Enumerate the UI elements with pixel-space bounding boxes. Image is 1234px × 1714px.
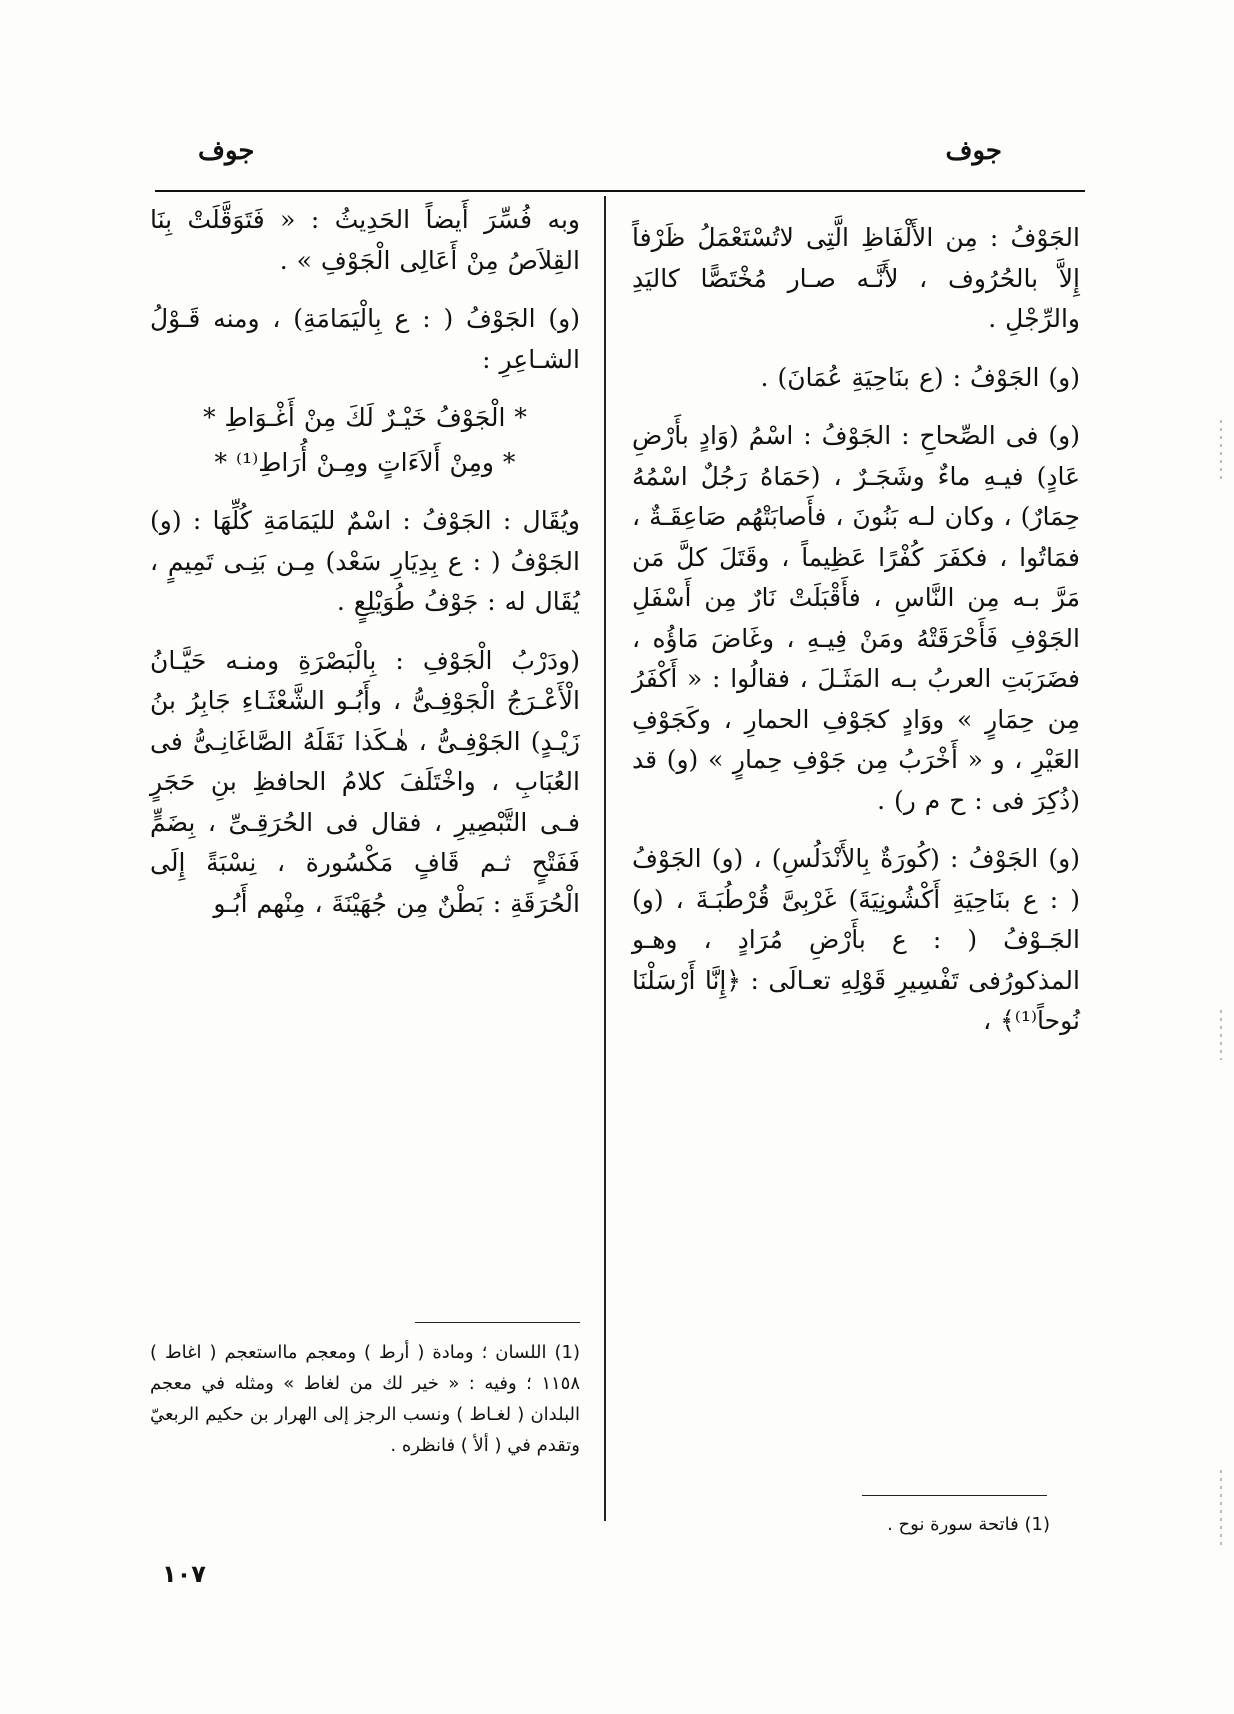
entry-paragraph: (و) الجَوْفُ : (ع بنَاحِيَةِ عُمَانَ) . (760, 362, 1080, 392)
entry-paragraph: الجَوْفُ : مِن الأَلْفَاظِ الَّتِى لاتُسْتَعْمَلُ ظَرْفاً إِلاَّ بالحُرُوف ، لأَنَّـه صـار مُخْتَصًّا كاليَدِ والرِّجْلِ . (632, 223, 1080, 333)
entry-paragraph: (و) فى الصِّحاحِ : الجَوْفُ : اسْمُ (وَادٍ بأَرْضِ عَادٍ) فيـهِ ماءٌ وشَجَـرٌ ، (حَمَاهُ رَجُلٌ اسْمُهُ حِمَارٌ) ، وكان لـه بَنُونَ ، فأَصابَتْهُم صَاعِقَـةٌ ، فمَاتُوا ، فكفَرَ كُفْرًا عَظِيماً ، وقَتَلَ كلَّ مَن مَرَّ بـه مِن النَّاسِ ، فأَقْبَلَتْ نَارٌ مِن أَسْفَلِ الجَوْفِ فَأَحْرَقَتْهُ ومَنْ فِيـهِ ، وغَاضَ مَاؤُه ، فضَرَبَتِ العربُ بـه المَثَـلَ ، فقالُوا : « أَكْفَرُ مِن حِمَارٍ » ووَادٍ كجَوْفِ الحمارِ ، وكَجَوْفِ العَيْرِ ، و « أَخْرَبُ مِن جَوْفِ حِمارٍ » (و) قد (ذُكِرَ فى : ح م ر) . (632, 421, 1080, 815)
scan-edge-marks (1220, 1470, 1222, 1550)
footnote-left: (1) اللسان ؛ ومادة ( أرط ) ومعجم مااستعجم ( اغاط ) ١١٥٨ ؛ وفيه : « خير لك من لغاط » ومثله في معجم البلدان ( لغـاط ) ونسب الرجز إلى الهرار بن حكيم الربعيّ وتقدم في ( ألأ ) فانظره . (150, 1342, 580, 1456)
scan-edge-marks (1220, 1010, 1222, 1060)
entry-paragraph: (و) الجَوْفُ ( : ع بِالْيَمَامَةِ) ، ومنه قَـوْلُ الشـاعِرِ : (150, 304, 580, 374)
column-divider (604, 196, 606, 1521)
scan-edge-marks (1220, 420, 1222, 480)
left-column (150, 200, 580, 942)
header-rule (155, 190, 1085, 192)
verse-line: * ومِنْ أَلاَءَاتٍ ومِـنْ أُرَاطِ⁽¹⁾ * (214, 447, 516, 477)
footnote-right: (1) فاتحة سورة نوح . (887, 1514, 1050, 1535)
entry-paragraph: (و) الجَوْفُ : (كُورَةٌ بِالأَنْدَلُسِ) ، (و) الجَوْفُ ( : ع بنَاحِيَةِ أَكْشُونِيَةَ) غَرْبِىَّ قُرْطُبَـةَ ، (و) الجَـوْفُ ( : ع بأَرْضِ مُرَادٍ ، وهـو المذكورُفى تَفْسِيرِ قَوْلِهِ تعـالَى : ﴿إِنَّا أَرْسَلْنَا نُوحاً⁽¹⁾﴾ ، (632, 844, 1080, 1035)
entry-paragraph: (ودَرْبُ الْجَوْفِ : بِالْبَصْرَةِ ومنـه حَيَّـانُ الْأَعْـرَجُ الْجَوْفِـىُّ ، وأَبُـو الشَّعْثَـاءِ جَابِرُ بنُ زَيْـدٍ) الجَوْفِـىُّ ، هٰـكَذا نَقَلَهُ الصَّاغَانِـىُّ فى العُبَابِ ، واخْتَلَفَ كلامُ الحافظِ بنِ حَجَرٍ فـى التَّبْصِيرِ ، فقال فى الحُرَقِـىِّ ، بِضَمٍّ فَفَتْحٍ ثـم قَافٍ مَكْسُورة ، نِسْبَةً إِلَى الْحُرَقَةِ : بَطْنٌ مِن جُهَيْنَةَ ، مِنْهم أَبُـو (150, 645, 580, 918)
entry-paragraph: ويُقَال : الجَوْفُ : اسْمٌ لليَمَامَةِ كُلِّهَا : (و) الجَوْفُ ( : ع بِدِيَارِ سَعْد) مِـن بَنِـى تَمِيمٍ ، يُقَال له : جَوْفُ طُوَيْلِعٍ . (150, 506, 580, 616)
running-header-right: جوف (945, 136, 1002, 166)
entry-paragraph: وبه فُسِّرَ أَيضاً الحَدِيثُ : « فَتَوَقَّلَتْ بِنَا القِلاَصُ مِنْ أَعَالِى الْجَوْفِ » . (150, 205, 580, 275)
right-column (632, 218, 1080, 1060)
page-number: ١٠٧ (162, 1560, 206, 1588)
verse-line: * الْجَوْفُ خَيْـرٌ لَكَ مِنْ أَغْـوَاطِ * (203, 403, 527, 432)
running-header-left: جوف (198, 136, 255, 166)
footnote-rule-right (862, 1495, 1047, 1496)
footnote-rule-left (415, 1322, 580, 1323)
